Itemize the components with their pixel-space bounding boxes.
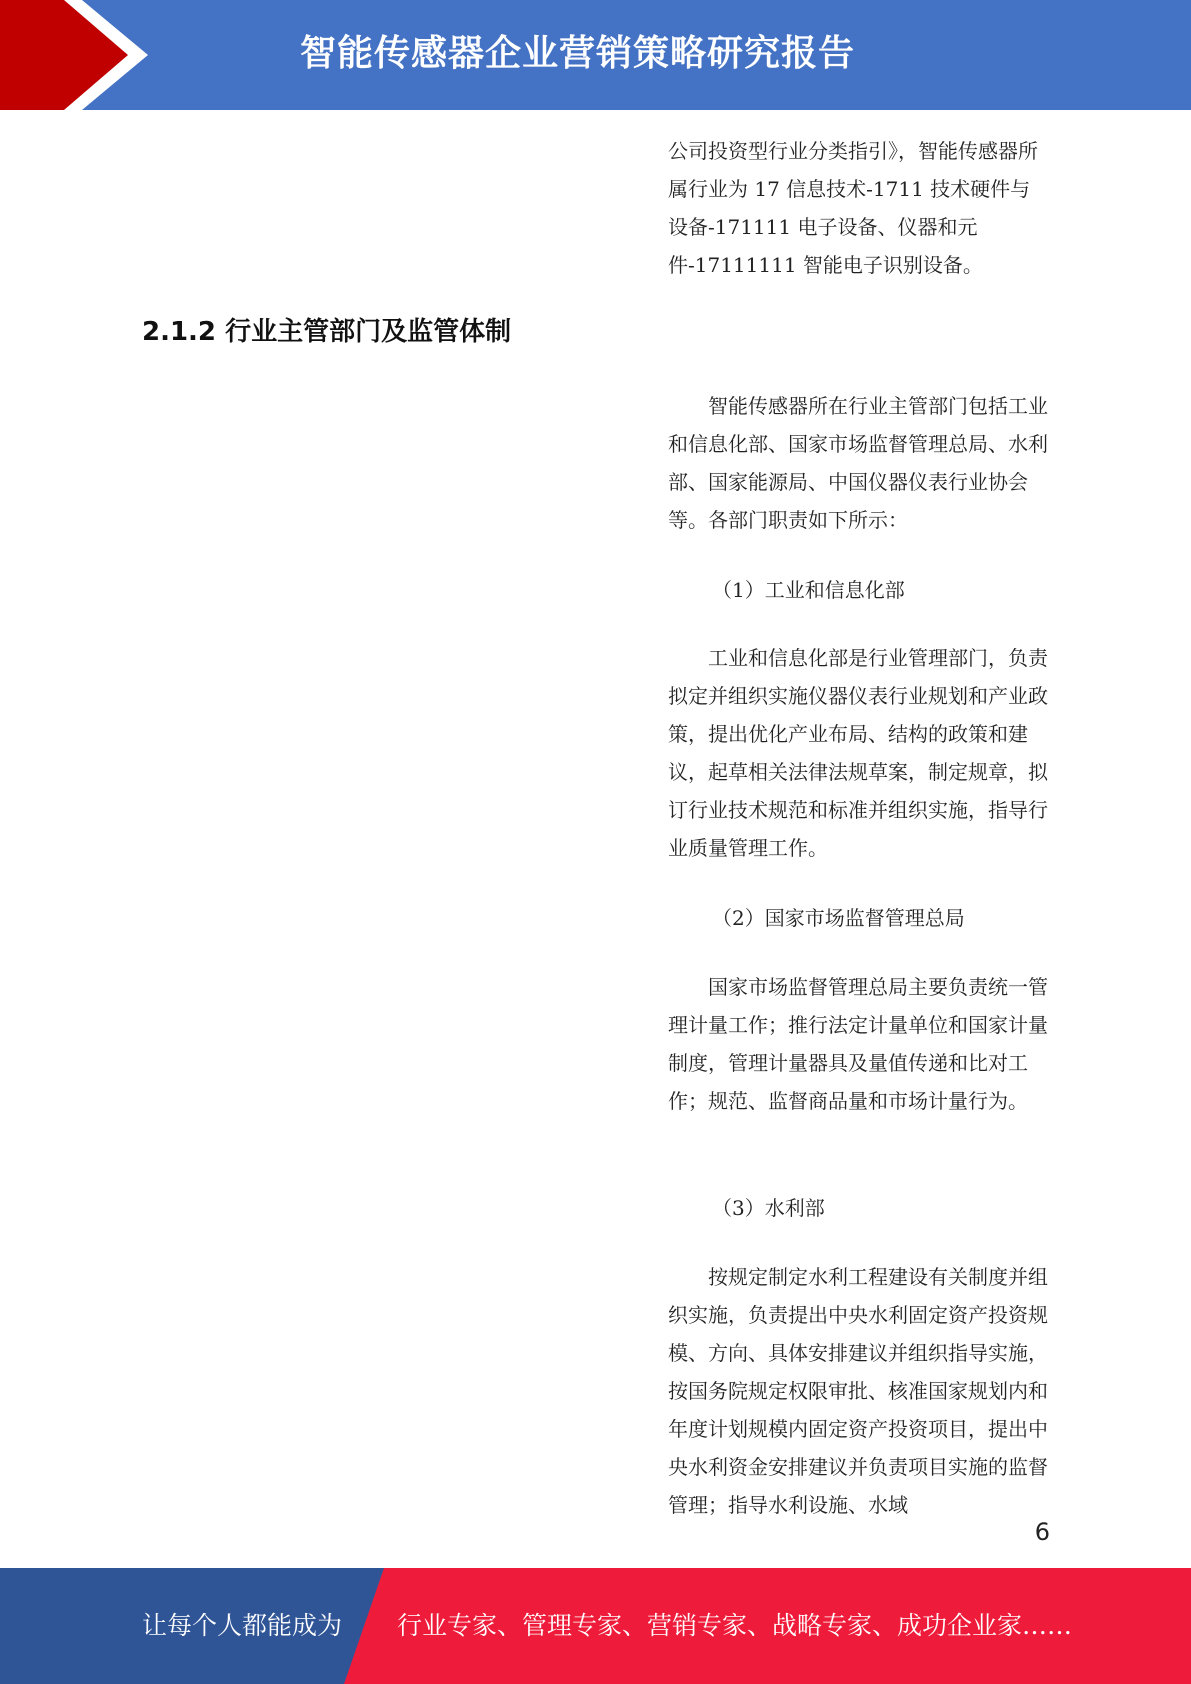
item-text-samr: 国家市场监督管理总局主要负责统一管理计量工作；推行法定计量单位和国家计量制度，管理计量器具及量值传递和比对工作；规范、监督商品量和市场计量行为。	[668, 975, 1048, 1113]
overview-text: 智能传感器所在行业主管部门包括工业和信息化部、国家市场监督管理总局、水利部、国家能源局、中国仪器仪表行业协会等。各部门职责如下所示：	[668, 394, 1048, 532]
item-text-miit: 工业和信息化部是行业管理部门，负责拟定并组织实施仪器仪表行业规划和产业政策，提出优化产业布局、结构的政策和建议，起草相关法律法规草案，制定规章，拟订行业技术规范和标准并组织实施，指导行业质量管理工作。	[668, 646, 1048, 860]
footer-slogan-left: 让每个人都能成为	[142, 1611, 343, 1640]
item-title-samr: （2）国家市场监督管理总局	[712, 906, 965, 930]
header-arrow-decoration	[0, 0, 160, 110]
item-text-water: 按规定制定水利工程建设有关制度并组织实施，负责提出中央水利固定资产投资规模、方向、具体安排建议并组织指导实施，按国务院规定权限审批、核准国家规划内和年度计划规模内固定资产投资项目，提出中央水利资金安排建议并负责项目实施的监督管理；指导水利设施、水域	[668, 1265, 1048, 1517]
footer-slogan-right: 行业专家、管理专家、营销专家、战略专家、成功企业家……	[397, 1611, 1073, 1640]
header-bar	[0, 0, 1191, 110]
item-title-miit: （1）工业和信息化部	[712, 578, 905, 602]
intro-paragraph	[668, 132, 1048, 284]
intro-text: 公司投资型行业分类指引》，智能传感器所属行业为 17 信息技术-1711 技术硬件与设备-171111 电子设备、仪器和元件-17111111 智能电子识别设备。	[668, 139, 1038, 277]
item-paragraph-miit	[668, 639, 1048, 867]
report-title: 智能传感器企业营销策略研究报告	[300, 33, 856, 74]
item-paragraph-water	[668, 1258, 1048, 1524]
page-number: 6	[1034, 1518, 1050, 1546]
item-paragraph-samr	[668, 968, 1048, 1120]
footer-banner	[0, 1568, 1191, 1684]
section-heading: 2.1.2 行业主管部门及监管体制	[142, 317, 512, 347]
overview-paragraph	[668, 387, 1048, 539]
item-title-water: （3）水利部	[712, 1196, 825, 1220]
